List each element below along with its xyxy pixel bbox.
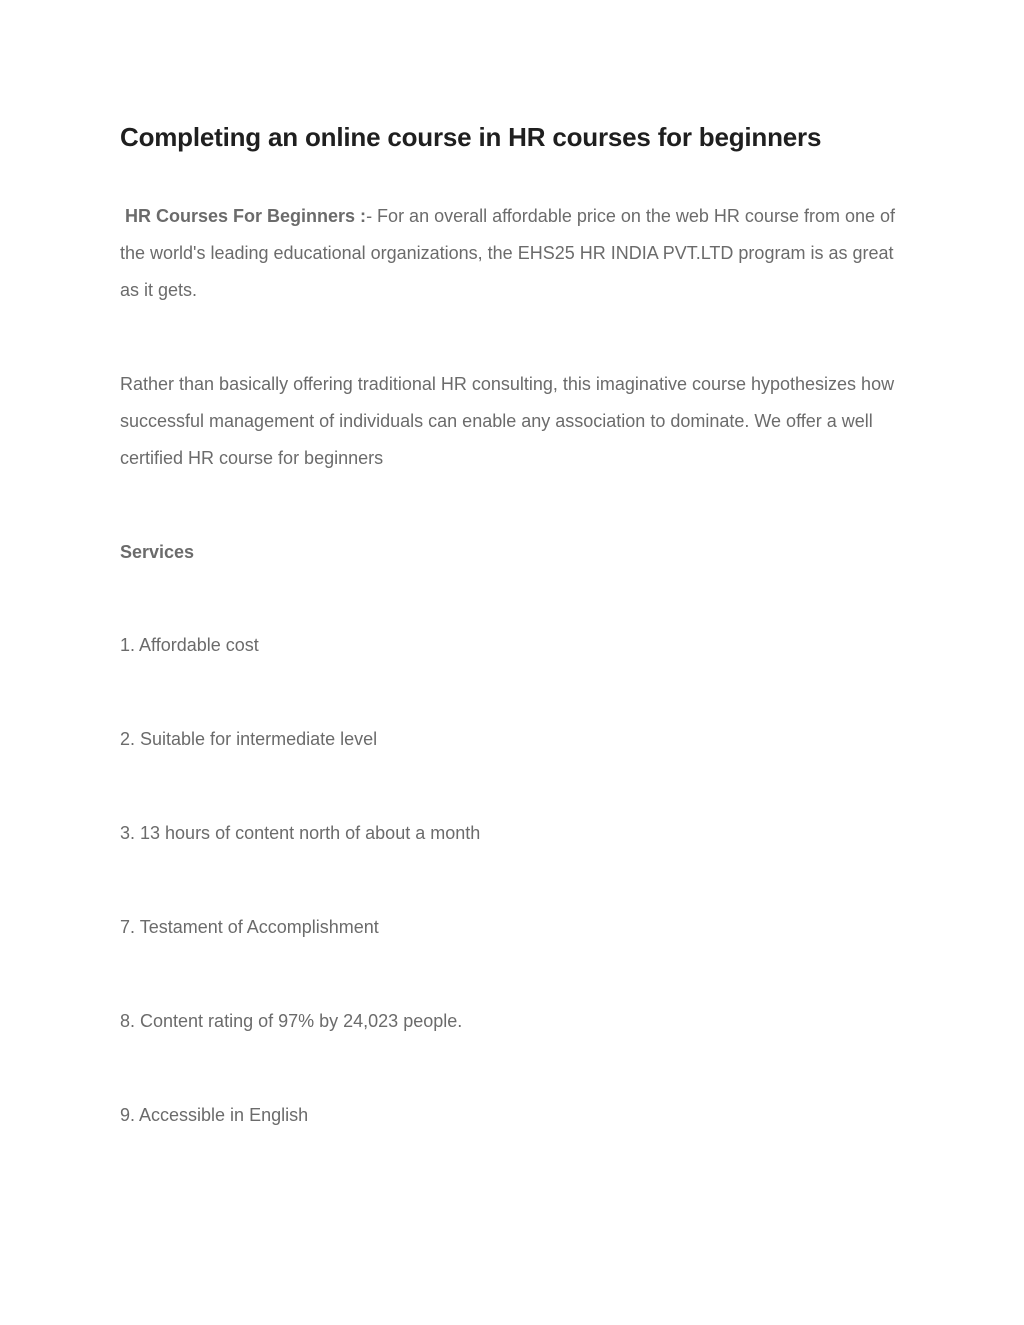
service-item: 3. 13 hours of content north of about a month [120, 823, 481, 843]
service-item: 9. Accessible in English [120, 1105, 309, 1125]
page-title: Completing an online course in HR courses for beginners [120, 122, 822, 152]
intro-lead: HR Courses For Beginners : [125, 206, 367, 226]
service-item: 1. Affordable cost [120, 635, 259, 655]
service-item: 2. Suitable for intermediate level [120, 729, 378, 749]
services-heading: Services [120, 542, 195, 562]
service-item: 7. Testament of Accomplishment [120, 917, 379, 937]
intro-text: - For an overall affordable price on the web HR course from one of the world's leading educational organizations, the EHS25 HR INDIA PVT.LTD program is as great as it gets. [120, 206, 895, 300]
intro-paragraph [120, 198, 910, 309]
description-paragraph: Rather than basically offering traditional HR consulting, this imaginative course hypothesizes how successful management of individuals can enable any association to dominate. We offer a well certified HR course for beginners [120, 374, 895, 468]
service-item: 8. Content rating of 97% by 24,023 people. [120, 1011, 463, 1031]
